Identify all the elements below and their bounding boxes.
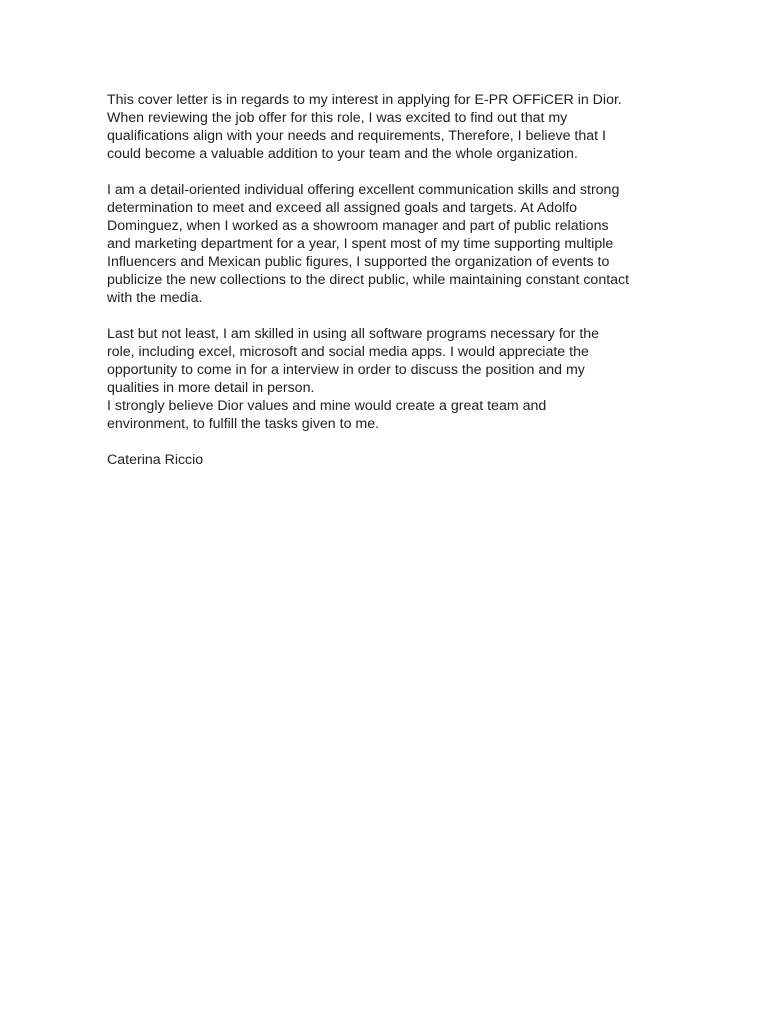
text-line: Dominguez, when I worked as a showroom manager and part of public relations: [107, 218, 609, 234]
text-line: qualities in more detail in person.: [107, 380, 315, 396]
text-line: I strongly believe Dior values and mine would create a great team and: [107, 398, 547, 414]
paragraph-skills: [107, 325, 667, 397]
text-line: determination to meet and exceed all assigned goals and targets. At Adolfo: [107, 200, 578, 216]
text-line: environment, to fulfill the tasks given to me.: [107, 416, 380, 432]
text-line: role, including excel, microsoft and social media apps. I would appreciate the: [107, 344, 589, 360]
text-line: with the media.: [107, 290, 203, 306]
paragraph-intro: [107, 91, 667, 163]
text-line: and marketing department for a year, I spent most of my time supporting multiple: [107, 236, 614, 252]
text-line: qualifications align with your needs and requirements, Therefore, I believe that I: [107, 128, 606, 144]
text-line: When reviewing the job offer for this role, I was excited to find out that my: [107, 110, 568, 126]
cover-letter-body: [107, 91, 667, 469]
signature: [107, 451, 667, 469]
text-line: I am a detail-oriented individual offering excellent communication skills and strong: [107, 182, 620, 198]
text-line: This cover letter is in regards to my interest in applying for E-PR OFFiCER in Dior.: [107, 92, 622, 108]
text-line: publicize the new collections to the direct public, while maintaining constant contact: [107, 272, 630, 288]
paragraph-closing: [107, 397, 667, 433]
paragraph-experience: [107, 181, 667, 307]
text-line: could become a valuable addition to your team and the whole organization.: [107, 146, 578, 162]
text-line: Last but not least, I am skilled in using all software programs necessary for the: [107, 326, 600, 342]
text-line: opportunity to come in for a interview in order to discuss the position and my: [107, 362, 585, 378]
signature-name: Caterina Riccio: [107, 452, 204, 468]
text-line: Influencers and Mexican public figures, I supported the organization of events to: [107, 254, 610, 270]
